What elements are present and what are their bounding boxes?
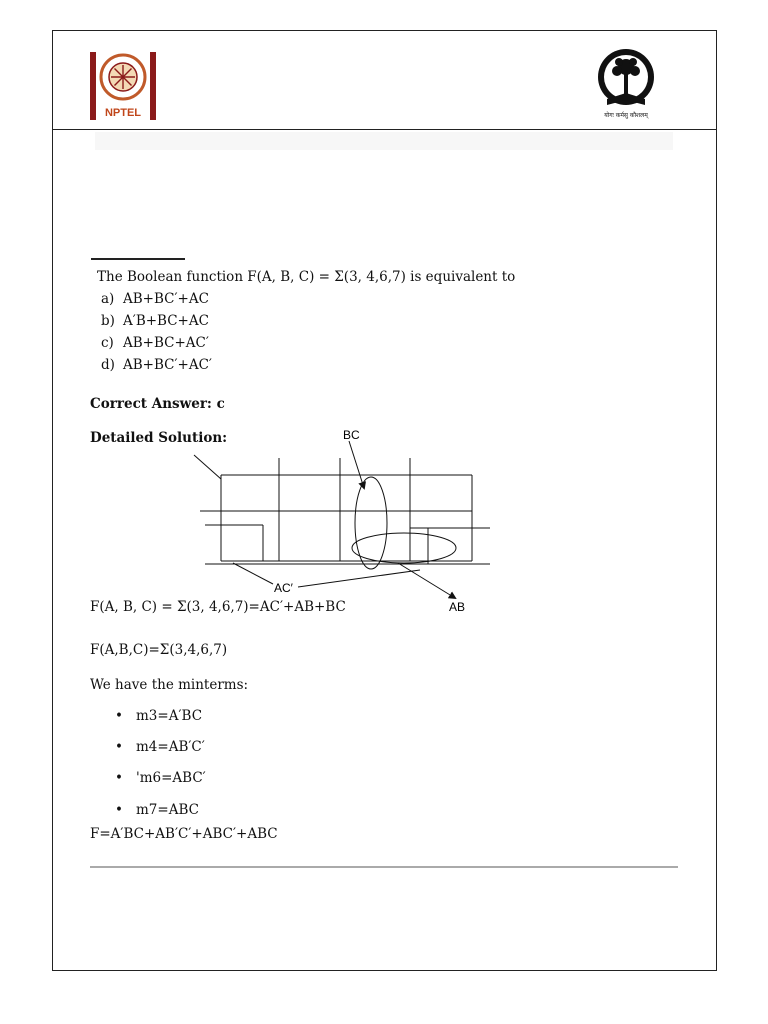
solution-line-2: F(A,B,C)=Σ(3,4,6,7)	[90, 642, 228, 658]
minterm-item: m3=A′BC	[136, 708, 203, 724]
bc-group-ellipse	[355, 477, 387, 569]
option-text: AB+BC′+AC′	[123, 357, 213, 373]
footer-divider	[90, 866, 678, 868]
solution-line-1: F(A, B, C) = Σ(3, 4,6,7)=AC′+AB+BC	[90, 599, 346, 615]
ac-pointer-line-left	[233, 563, 273, 584]
ab-label: AB	[449, 600, 466, 614]
bc-label: BC	[343, 428, 360, 442]
institute-logo	[593, 45, 659, 121]
minterm-item: m7=ABC	[136, 802, 199, 818]
option-letter: a)	[101, 291, 115, 307]
correct-answer: Correct Answer: c	[90, 396, 225, 412]
final-expression: F=A′BC+AB′C′+ABC′+ABC	[90, 826, 278, 842]
option-letter: b)	[101, 313, 115, 329]
question-stem: The Boolean function F(A, B, C) = Σ(3, 4,6,7) is equivalent to	[97, 269, 516, 285]
svg-text:योगः कर्मसु कौशलम्: योगः कर्मसु कौशलम्	[604, 112, 648, 119]
option-d	[101, 357, 212, 373]
ab-pointer-arrow	[398, 563, 455, 598]
solution-heading: Detailed Solution:	[90, 430, 228, 446]
solution-line-3: We have the minterms:	[90, 677, 249, 693]
option-b	[101, 313, 209, 329]
ab-group-ellipse	[352, 533, 456, 563]
option-text: A′B+BC+AC	[123, 313, 209, 329]
svg-text:NPTEL: NPTEL	[104, 107, 142, 119]
bullet-icon: •	[115, 708, 123, 724]
option-a	[101, 291, 209, 307]
question-rule	[91, 258, 185, 260]
minterm-item: m4=AB′C′	[136, 739, 205, 755]
option-c	[101, 335, 209, 351]
nptel-logo	[88, 50, 158, 122]
bc-pointer-arrow	[349, 441, 364, 488]
option-text: AB+BC+AC′	[123, 335, 209, 351]
bullet-icon: •	[115, 739, 123, 755]
minterm-item: 'm6=ABC′	[136, 770, 206, 786]
header-divider	[52, 129, 717, 130]
bullet-icon: •	[115, 802, 123, 818]
ac-pointer-line-right	[298, 570, 420, 587]
ac-label: AC′	[274, 581, 293, 595]
bullet-icon: •	[115, 770, 123, 786]
kmap-corner-diagonal	[194, 455, 221, 479]
option-text: AB+BC′+AC	[123, 291, 209, 307]
karnaugh-map-diagram	[190, 420, 500, 620]
option-letter: c)	[101, 335, 114, 351]
header-band	[95, 132, 673, 150]
option-letter: d)	[101, 357, 115, 373]
